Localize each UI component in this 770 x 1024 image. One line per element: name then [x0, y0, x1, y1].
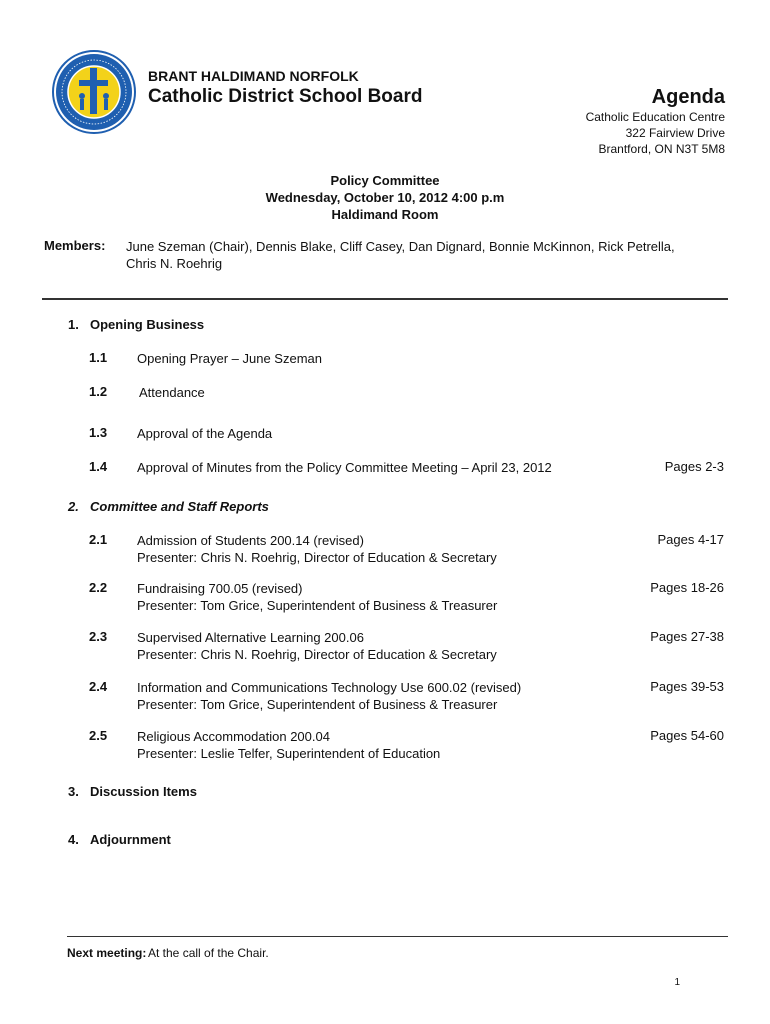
item-pages: Pages 54-60 [650, 728, 724, 743]
item-presenter: Presenter: Tom Grice, Superintendent of Business & Treasurer [137, 697, 498, 712]
org-name-line1: BRANT HALDIMAND NORFOLK [148, 68, 359, 84]
item-number: 1.3 [89, 425, 108, 440]
members-label: Members: [44, 238, 106, 253]
members-line: June Szeman (Chair), Dennis Blake, Cliff Casey, Dan Dignard, Bonnie McKinnon, Rick Petrella, [126, 239, 675, 254]
item-pages: Pages 2-3 [664, 459, 724, 474]
item-title: Admission of Students 200.14 (revised) [137, 533, 364, 548]
address-line: 322 Fairview Drive [625, 126, 725, 140]
item-text [137, 532, 607, 566]
item-number: 2.3 [89, 629, 108, 644]
item-presenter: Presenter: Chris N. Roehrig, Director of Education & Secretary [137, 550, 497, 565]
address-line: Brantford, ON N3T 5M8 [598, 142, 725, 156]
next-meeting-text: At the call of the Chair. [148, 946, 269, 960]
document-title: Agenda [651, 86, 725, 108]
item-pages: Pages 4-17 [657, 532, 724, 547]
item-presenter: Presenter: Tom Grice, Superintendent of Business & Treasurer [137, 598, 498, 613]
meeting-room: Haldimand Room [331, 207, 439, 222]
section-heading [68, 317, 204, 332]
section-title: Adjournment [90, 832, 171, 847]
section-title: Discussion Items [90, 784, 197, 799]
item-text: Approval of Minutes from the Policy Committee Meeting – April 23, 2012 [137, 460, 552, 475]
school-board-crest-icon [52, 50, 136, 134]
section-heading [68, 784, 197, 799]
members-list [126, 238, 736, 272]
item-text: Attendance [139, 385, 205, 400]
item-presenter: Presenter: Leslie Telfer, Superintendent of Education [137, 746, 441, 761]
section-number: 2. [68, 499, 79, 514]
divider [42, 298, 728, 300]
committee-name: Policy Committee [330, 173, 440, 188]
item-number: 1.2 [89, 384, 108, 399]
item-number: 2.5 [89, 728, 108, 743]
item-number: 1.4 [89, 459, 108, 474]
item-text: Opening Prayer – June Szeman [137, 351, 322, 366]
item-number: 2.1 [89, 532, 108, 547]
item-pages: Pages 39-53 [650, 679, 724, 694]
item-number: 2.2 [89, 580, 108, 595]
item-text [137, 679, 607, 713]
item-title: Religious Accommodation 200.04 [137, 729, 330, 744]
page-number: 1 [674, 977, 680, 988]
item-presenter: Presenter: Chris N. Roehrig, Director of Education & Secretary [137, 647, 497, 662]
item-text [137, 629, 607, 663]
item-number: 2.4 [89, 679, 108, 694]
members-line: Chris N. Roehrig [126, 256, 223, 271]
meeting-datetime: Wednesday, October 10, 2012 4:00 p.m [265, 190, 505, 205]
section-number: 3. [68, 784, 79, 799]
item-number: 1.1 [89, 350, 108, 365]
section-title: Opening Business [90, 317, 205, 332]
section-heading [68, 832, 171, 847]
item-text [137, 580, 607, 614]
item-pages: Pages 18-26 [650, 580, 724, 595]
address-line: Catholic Education Centre [585, 110, 725, 124]
item-text [137, 728, 607, 762]
section-number: 1. [68, 317, 79, 332]
section-number: 4. [68, 832, 79, 847]
section-heading [68, 499, 269, 514]
org-name-line2: Catholic District School Board [148, 86, 423, 107]
item-title: Information and Communications Technology Use 600.02 (revised) [137, 680, 522, 695]
item-pages: Pages 27-38 [650, 629, 724, 644]
address-block [586, 109, 725, 157]
divider [67, 936, 728, 937]
item-text: Approval of the Agenda [137, 426, 273, 441]
section-title: Committee and Staff Reports [90, 499, 269, 514]
meeting-info [0, 172, 770, 223]
next-meeting-label: Next meeting: [67, 946, 147, 960]
item-title: Supervised Alternative Learning 200.06 [137, 630, 364, 645]
item-title: Fundraising 700.05 (revised) [137, 581, 303, 596]
